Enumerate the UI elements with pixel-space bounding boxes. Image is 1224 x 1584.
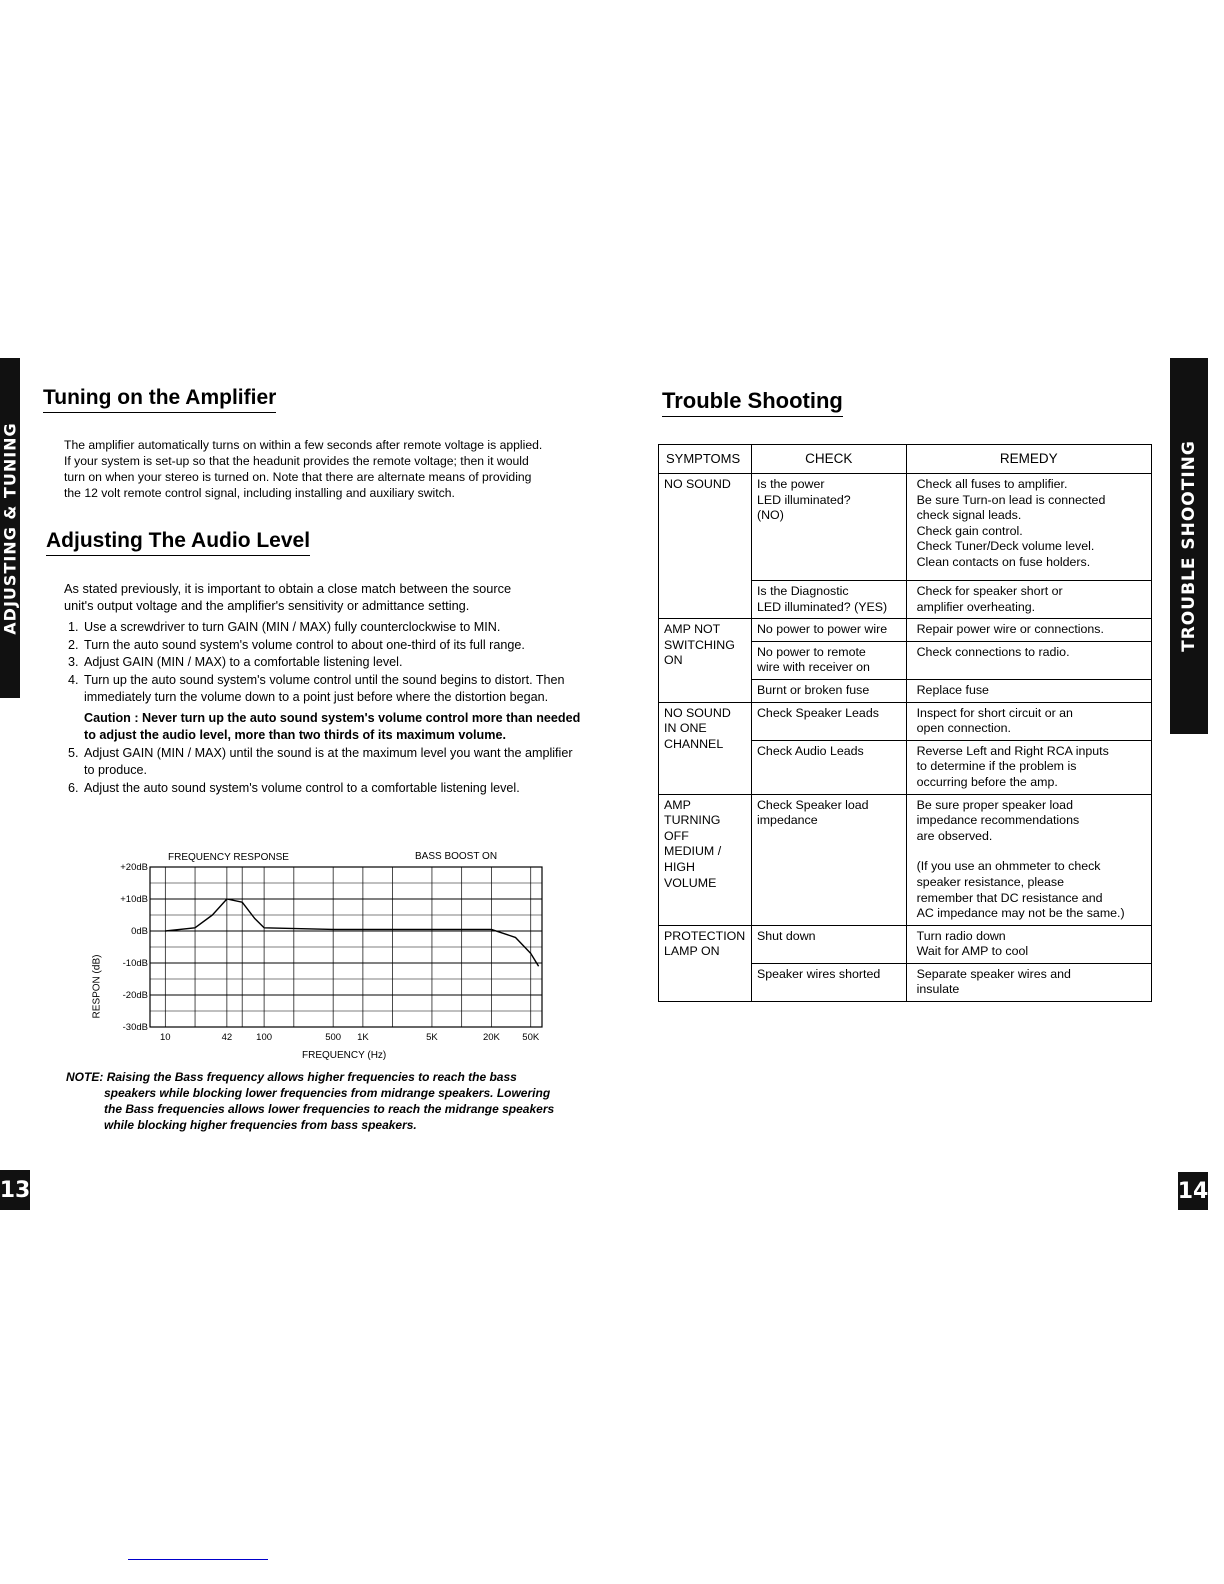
check-line: impedance	[756, 813, 818, 828]
caution-text: Caution : Never turn up the auto sound system's volume control more than needed to adjust the audio level, more than two thirds of its maximum volume.	[84, 710, 581, 742]
chart-x-tick-label: 50K	[522, 1032, 540, 1043]
check-cell	[751, 740, 906, 794]
symptom-cell	[659, 794, 752, 925]
step-item: 3. Adjust GAIN (MIN / MAX) to a comfortable listening level.	[82, 654, 582, 672]
remedy-line: remember that DC resistance and	[916, 890, 1103, 905]
table-row	[659, 925, 1152, 963]
remedy-cell	[906, 619, 1151, 642]
audio-level-intro	[64, 580, 564, 614]
remedy-cell	[906, 794, 1151, 925]
check-line: No power to power wire	[756, 622, 888, 637]
chart-x-tick-label: 500	[325, 1032, 342, 1043]
symptom-cell	[659, 474, 752, 619]
symptom-line: SWITCHING	[664, 637, 735, 652]
symptom-line: LAMP ON	[664, 944, 720, 959]
tuning-body	[64, 437, 564, 501]
check-cell	[751, 679, 906, 702]
side-tab-trouble-shooting	[1170, 358, 1208, 734]
chart-subtitle: BASS BOOST ON	[415, 851, 498, 862]
check-cell	[751, 641, 906, 679]
remedy-line: Check Tuner/Deck volume level.	[916, 539, 1095, 554]
symptom-line: IN ONE	[664, 721, 707, 736]
table-row	[659, 702, 1152, 740]
remedy-line: AC impedance may not be the same.)	[916, 906, 1125, 921]
note-body	[66, 1069, 571, 1133]
section-title-audio-level: Adjusting The Audio Level	[46, 529, 310, 556]
remedy-line: Replace fuse	[916, 682, 989, 697]
remedy-line: amplifier overheating.	[916, 599, 1036, 614]
check-cell	[751, 963, 906, 1001]
chart-ylabel: RESPON (dB)	[91, 954, 103, 1019]
tuning-body-line: If your system is set-up so that the headunit provides the remote voltage; then it would	[64, 454, 529, 468]
check-line: Shut down	[756, 928, 816, 943]
check-cell	[751, 619, 906, 642]
remedy-cell	[906, 702, 1151, 740]
note-label: NOTE:	[66, 1070, 104, 1084]
symptom-line: HIGH	[664, 859, 695, 874]
chart-x-tick-label: 100	[256, 1032, 273, 1043]
step-item: 2. Turn the auto sound system's volume control to about one-third of its full range.	[82, 637, 582, 655]
chart-x-tick-label: 5K	[426, 1032, 438, 1043]
header-symptoms: SYMPTOMS	[659, 445, 752, 474]
remedy-line: Clean contacts on fuse holders.	[916, 554, 1091, 569]
header-check: CHECK	[751, 445, 906, 474]
remedy-line: Be sure proper speaker load	[916, 797, 1073, 812]
step-item: 1. Use a screwdriver to turn GAIN (MIN / MAX) fully counterclockwise to MIN.	[82, 619, 582, 637]
remedy-line: Wait for AMP to cool	[916, 944, 1029, 959]
symptom-cell	[659, 702, 752, 794]
tuning-body-line: turn on when your stereo is turned on. Note that there are alternate means of providing	[64, 470, 532, 484]
check-line: (NO)	[756, 508, 784, 523]
bottom-rule	[128, 1559, 268, 1560]
check-line: wire with receiver on	[756, 660, 870, 675]
chart-x-tick-label: 1K	[357, 1032, 369, 1043]
page-number-14: 14	[1178, 1172, 1208, 1210]
remedy-line: check signal leads.	[916, 508, 1022, 523]
remedy-cell	[906, 581, 1151, 619]
remedy-line: Check for speaker short or	[916, 584, 1063, 598]
check-line: Check Speaker Leads	[756, 705, 879, 720]
tuning-body-line: The amplifier automatically turns on within a few seconds after remote voltage is applied.	[64, 438, 543, 452]
remedy-line: Separate speaker wires and	[916, 966, 1071, 981]
chart-x-tick-label: 10	[160, 1032, 171, 1043]
check-line: LED illuminated? (YES)	[756, 599, 888, 614]
page-number-13: 13	[0, 1170, 30, 1210]
chart-y-tick-label: 0dB	[131, 926, 148, 937]
symptom-cell	[659, 619, 752, 702]
table-header-row	[659, 445, 1152, 474]
remedy-line: Turn radio down	[916, 928, 1006, 943]
symptom-line: OFF	[664, 828, 689, 843]
step-item: 5. Adjust GAIN (MIN / MAX) until the sound is at the maximum level you want the amplifier to produce.	[82, 745, 582, 780]
table-row	[659, 794, 1152, 925]
table-row	[659, 619, 1152, 642]
side-tab-label: ADJUSTING & TUNING	[0, 421, 20, 635]
remedy-line: to determine if the problem is	[916, 759, 1077, 774]
remedy-line: Reverse Left and Right RCA inputs	[916, 743, 1109, 758]
remedy-line: Be sure Turn-on lead is connected	[916, 492, 1106, 507]
symptom-line: MEDIUM /	[664, 844, 722, 859]
intro-line: unit's output voltage and the amplifier's sensitivity or admittance setting.	[64, 598, 470, 613]
check-line: LED illuminated?	[756, 492, 851, 507]
check-line: Is the power	[756, 477, 825, 491]
intro-line: As stated previously, it is important to obtain a close match between the source	[64, 581, 512, 596]
chart-y-tick-label: +20dB	[120, 862, 148, 873]
frequency-response-chart	[80, 845, 560, 1065]
remedy-line: Inspect for short circuit or an	[916, 705, 1073, 720]
chart-y-tick-label: -30dB	[122, 1022, 148, 1033]
bass-note	[66, 1069, 571, 1133]
remedy-cell	[906, 740, 1151, 794]
remedy-line: insulate	[916, 982, 960, 997]
remedy-line: open connection.	[916, 721, 1011, 736]
adjust-steps-list	[62, 619, 582, 797]
symptom-line: AMP TURNING	[664, 797, 721, 828]
note-text: Raising the Bass frequency allows higher frequencies to reach the bass speakers while blocking lower frequencies from midrange speakers. Lowering the Bass frequencies allows lower frequencies to reach the midrange speakers while blocking higher frequencies from bass speakers.	[104, 1070, 555, 1132]
section-title-trouble-shooting: Trouble Shooting	[662, 388, 843, 417]
remedy-line	[917, 844, 1147, 859]
remedy-line: (If you use an ohmmeter to check	[916, 859, 1101, 874]
check-line: Is the Diagnostic	[756, 584, 849, 598]
step-item	[82, 672, 582, 745]
symptom-line: VOLUME	[664, 875, 717, 890]
section-title-tuning: Tuning on the Amplifier	[43, 386, 276, 413]
check-cell	[751, 925, 906, 963]
check-cell	[751, 581, 906, 619]
symptom-line: PROTECTION	[664, 928, 746, 943]
check-cell	[751, 474, 906, 581]
chart-plot-area	[80, 845, 560, 1045]
symptom-line: AMP NOT	[664, 622, 721, 637]
chart-xlabel: FREQUENCY (Hz)	[302, 1050, 387, 1061]
remedy-line: occurring before the amp.	[916, 774, 1058, 789]
remedy-line: Check connections to radio.	[916, 644, 1070, 659]
symptom-line: ON	[664, 653, 683, 668]
chart-x-tick-label: 42	[221, 1032, 233, 1043]
remedy-line: speaker resistance, please	[916, 874, 1065, 889]
remedy-line: impedance recommendations	[916, 813, 1080, 828]
table-row	[659, 474, 1152, 581]
symptom-line: NO SOUND	[664, 705, 731, 720]
header-remedy: REMEDY	[906, 445, 1151, 474]
check-cell	[751, 794, 906, 925]
tuning-body-line: the 12 volt remote control signal, including installing and auxiliary switch.	[64, 486, 455, 500]
remedy-line: are observed.	[916, 828, 993, 843]
check-line: No power to remote	[756, 644, 866, 659]
remedy-line: Check gain control.	[916, 523, 1023, 538]
check-line: Burnt or broken fuse	[756, 682, 870, 697]
chart-x-tick-label: 20K	[482, 1032, 500, 1043]
remedy-line: Check all fuses to amplifier.	[916, 477, 1068, 491]
symptom-line: CHANNEL	[664, 736, 724, 751]
chart-series-line	[165, 899, 538, 966]
symptom-cell	[659, 925, 752, 1001]
symptom-line: NO SOUND	[664, 477, 731, 491]
remedy-line: Repair power wire or connections.	[916, 622, 1104, 637]
check-line: Speaker wires shorted	[756, 966, 881, 981]
step-text: Turn up the auto sound system's volume control until the sound begins to distort. Then immediately turn the volume down to a point just before where the distortion began.	[84, 672, 565, 704]
remedy-cell	[906, 474, 1151, 581]
side-tab-label: TROUBLE SHOOTING	[1179, 440, 1199, 652]
chart-y-tick-label: -10dB	[122, 958, 148, 969]
remedy-cell	[906, 925, 1151, 963]
check-line: Check Audio Leads	[756, 743, 864, 758]
chart-title: FREQUENCY RESPONSE	[168, 852, 289, 863]
check-line: Check Speaker load	[756, 797, 869, 812]
chart-y-tick-label: -20dB	[122, 990, 148, 1001]
remedy-cell	[906, 641, 1151, 679]
trouble-shooting-table	[658, 444, 1152, 1002]
side-tab-adjusting-tuning	[0, 358, 20, 698]
step-item: 6. Adjust the auto sound system's volume control to a comfortable listening level.	[82, 780, 582, 798]
chart-y-tick-label: +10dB	[120, 894, 148, 905]
remedy-cell	[906, 963, 1151, 1001]
remedy-cell	[906, 679, 1151, 702]
check-cell	[751, 702, 906, 740]
